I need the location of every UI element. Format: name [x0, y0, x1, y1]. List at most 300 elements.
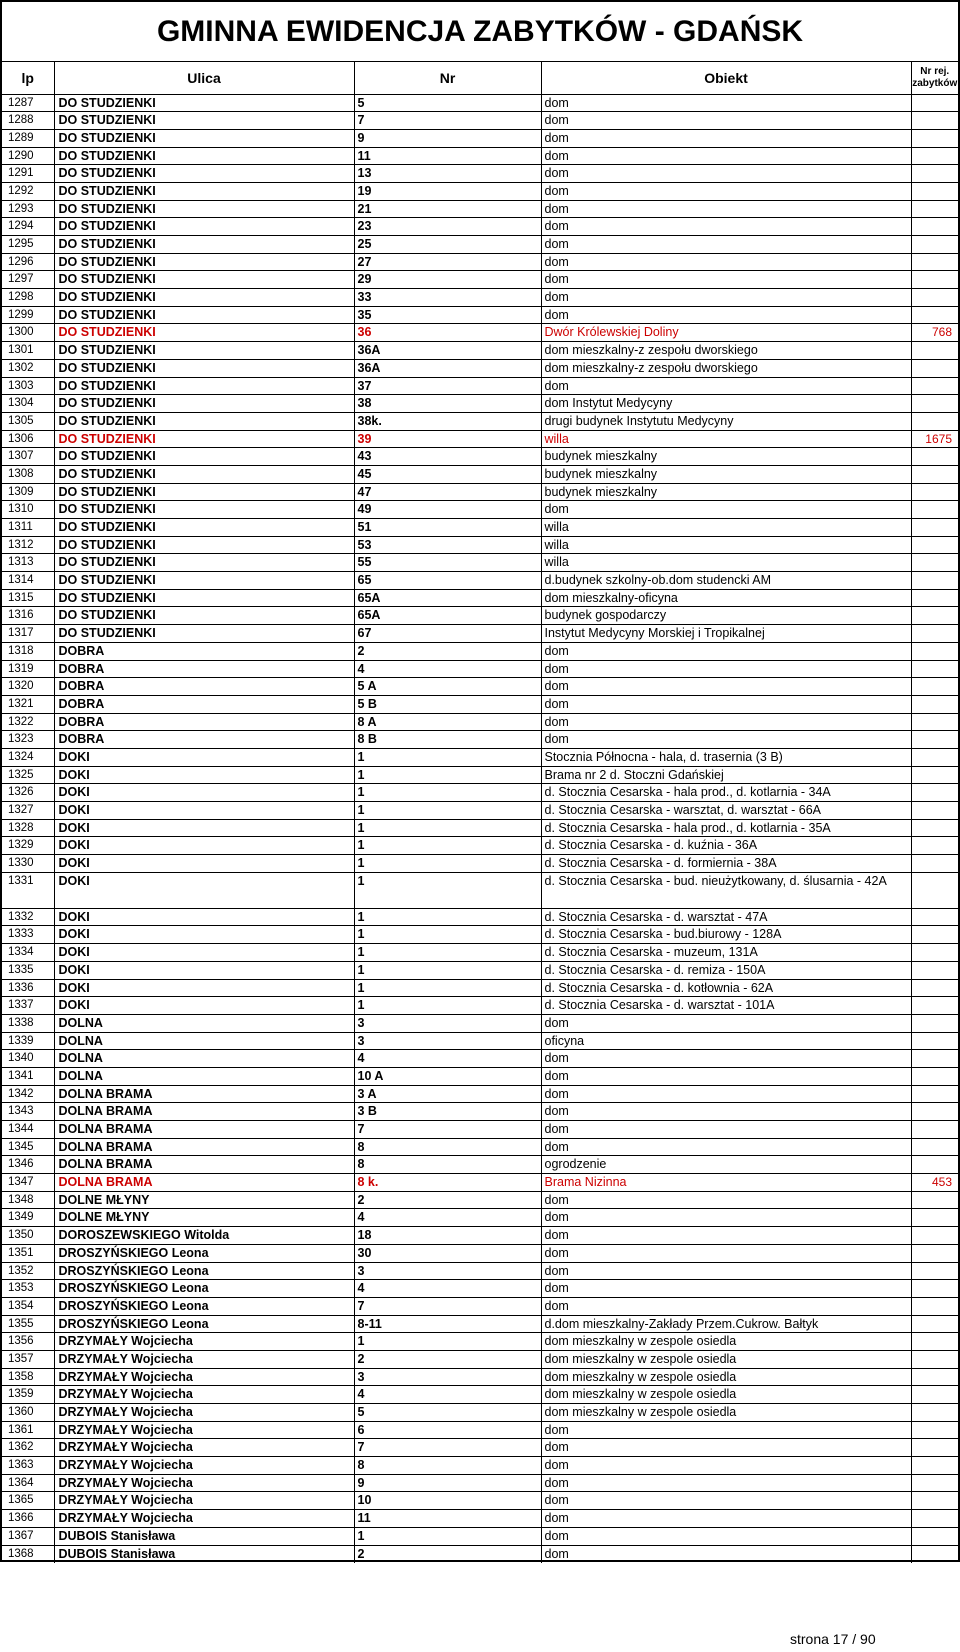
cell-ulica: DRZYMAŁY Wojciecha — [54, 1474, 354, 1492]
cell-ulica: DOLNA BRAMA — [54, 1085, 354, 1103]
cell-lp: 1361 — [2, 1421, 54, 1439]
cell-ulica: DO STUDZIENKI — [54, 236, 354, 254]
cell-nr-rej — [911, 94, 958, 112]
cell-nr-rej — [911, 536, 958, 554]
cell-ulica: DOLNA — [54, 1014, 354, 1032]
table-row — [2, 802, 958, 820]
cell-nr-rej — [911, 713, 958, 731]
cell-obiekt: drugi budynek Instytutu Medycyny — [541, 412, 911, 430]
cell-ulica: DO STUDZIENKI — [54, 589, 354, 607]
cell-ulica: DOKI — [54, 872, 354, 908]
cell-nr: 19 — [354, 182, 541, 200]
cell-nr: 53 — [354, 536, 541, 554]
cell-nr-rej — [911, 979, 958, 997]
cell-obiekt: dom — [541, 1545, 911, 1563]
cell-obiekt: d.budynek szkolny-ob.dom studencki AM — [541, 572, 911, 590]
cell-obiekt: dom — [541, 1457, 911, 1475]
table-row — [2, 200, 958, 218]
cell-lp: 1331 — [2, 872, 54, 908]
cell-nr: 2 — [354, 1350, 541, 1368]
cell-nr: 4 — [354, 660, 541, 678]
cell-nr: 4 — [354, 1209, 541, 1227]
cell-lp: 1288 — [2, 112, 54, 130]
cell-obiekt: dom — [541, 1138, 911, 1156]
cell-nr-rej — [911, 465, 958, 483]
cell-nr: 7 — [354, 1439, 541, 1457]
cell-nr-rej — [911, 660, 958, 678]
cell-lp: 1334 — [2, 944, 54, 962]
cell-nr-rej — [911, 1103, 958, 1121]
cell-nr-rej — [911, 1386, 958, 1404]
cell-nr: 30 — [354, 1244, 541, 1262]
cell-ulica: DO STUDZIENKI — [54, 200, 354, 218]
cell-lp: 1359 — [2, 1386, 54, 1404]
cell-lp: 1305 — [2, 412, 54, 430]
table-row — [2, 1067, 958, 1085]
table-row — [2, 147, 958, 165]
cell-nr-rej — [911, 483, 958, 501]
cell-lp: 1293 — [2, 200, 54, 218]
cell-nr: 55 — [354, 554, 541, 572]
cell-nr-rej: 1675 — [911, 430, 958, 448]
table-row — [2, 1457, 958, 1475]
table-row — [2, 1227, 958, 1245]
table-row — [2, 1174, 958, 1192]
cell-lp: 1355 — [2, 1315, 54, 1333]
cell-obiekt: dom — [541, 94, 911, 112]
cell-obiekt: dom — [541, 1121, 911, 1139]
cell-nr-rej — [911, 1280, 958, 1298]
table-row — [2, 713, 958, 731]
cell-ulica: DOLNA BRAMA — [54, 1103, 354, 1121]
cell-nr: 7 — [354, 112, 541, 130]
cell-ulica: DOKI — [54, 908, 354, 926]
cell-lp: 1309 — [2, 483, 54, 501]
cell-nr-rej — [911, 377, 958, 395]
cell-obiekt: d. Stocznia Cesarska - d. kotłownia - 62A — [541, 979, 911, 997]
cell-nr-rej — [911, 1121, 958, 1139]
table-row — [2, 979, 958, 997]
cell-obiekt: dom — [541, 289, 911, 307]
cell-nr: 9 — [354, 129, 541, 147]
cell-nr-rej — [911, 412, 958, 430]
cell-lp: 1294 — [2, 218, 54, 236]
cell-ulica: DOROSZEWSKIEGO Witolda — [54, 1227, 354, 1245]
cell-ulica: DRZYMAŁY Wojciecha — [54, 1457, 354, 1475]
cell-obiekt: d. Stocznia Cesarska - d. warsztat - 47A — [541, 908, 911, 926]
cell-lp: 1297 — [2, 271, 54, 289]
cell-lp: 1350 — [2, 1227, 54, 1245]
cell-obiekt: dom — [541, 1014, 911, 1032]
table-row — [2, 1085, 958, 1103]
cell-nr-rej — [911, 1421, 958, 1439]
cell-obiekt: dom mieszkalny w zespole osiedla — [541, 1386, 911, 1404]
cell-nr-rej — [911, 306, 958, 324]
cell-nr-rej — [911, 289, 958, 307]
table-row — [2, 1386, 958, 1404]
cell-nr: 65 — [354, 572, 541, 590]
table-row — [2, 1350, 958, 1368]
cell-nr: 3 B — [354, 1103, 541, 1121]
cell-nr: 3 — [354, 1262, 541, 1280]
cell-lp: 1365 — [2, 1492, 54, 1510]
cell-obiekt: dom — [541, 501, 911, 519]
cell-ulica: DO STUDZIENKI — [54, 465, 354, 483]
cell-ulica: DOKI — [54, 855, 354, 873]
cell-nr-rej — [911, 961, 958, 979]
table-row — [2, 784, 958, 802]
cell-nr-rej — [911, 1191, 958, 1209]
table-row — [2, 642, 958, 660]
cell-nr-rej — [911, 236, 958, 254]
cell-nr-rej — [911, 342, 958, 360]
cell-obiekt: dom — [541, 129, 911, 147]
cell-obiekt: dom — [541, 218, 911, 236]
cell-nr: 23 — [354, 218, 541, 236]
cell-nr: 3 — [354, 1032, 541, 1050]
cell-nr-rej — [911, 501, 958, 519]
cell-nr: 4 — [354, 1280, 541, 1298]
cell-obiekt: dom mieszkalny w zespole osiedla — [541, 1404, 911, 1422]
cell-obiekt: Brama Nizinna — [541, 1174, 911, 1192]
cell-lp: 1332 — [2, 908, 54, 926]
cell-nr: 51 — [354, 519, 541, 537]
cell-ulica: DUBOIS Stanisława — [54, 1527, 354, 1545]
cell-obiekt: dom — [541, 1527, 911, 1545]
table-row — [2, 1050, 958, 1068]
cell-obiekt: dom — [541, 642, 911, 660]
cell-ulica: DRZYMAŁY Wojciecha — [54, 1510, 354, 1528]
table-row — [2, 1368, 958, 1386]
column-header-nr: Nr — [354, 62, 541, 94]
cell-nr-rej — [911, 271, 958, 289]
table-row — [2, 377, 958, 395]
column-header-lp: lp — [2, 62, 54, 94]
cell-ulica: DO STUDZIENKI — [54, 271, 354, 289]
column-header-obiekt: Obiekt — [541, 62, 911, 94]
cell-ulica: DOBRA — [54, 660, 354, 678]
cell-nr: 8-11 — [354, 1315, 541, 1333]
cell-nr: 49 — [354, 501, 541, 519]
cell-nr-rej — [911, 519, 958, 537]
table-row — [2, 660, 958, 678]
cell-nr: 37 — [354, 377, 541, 395]
cell-nr-rej — [911, 1209, 958, 1227]
cell-lp: 1348 — [2, 1191, 54, 1209]
cell-nr: 8 k. — [354, 1174, 541, 1192]
cell-nr: 45 — [354, 465, 541, 483]
cell-lp: 1338 — [2, 1014, 54, 1032]
cell-lp: 1320 — [2, 678, 54, 696]
cell-ulica: DO STUDZIENKI — [54, 289, 354, 307]
cell-lp: 1363 — [2, 1457, 54, 1475]
cell-nr: 36A — [354, 342, 541, 360]
cell-ulica: DOKI — [54, 784, 354, 802]
cell-obiekt: d. Stocznia Cesarska - bud. nieużytkowany, d. ślusarnia - 42A — [541, 872, 911, 908]
cell-nr-rej — [911, 253, 958, 271]
cell-obiekt: Dwór Królewskiej Doliny — [541, 324, 911, 342]
cell-ulica: DOKI — [54, 944, 354, 962]
cell-obiekt: dom Instytut Medycyny — [541, 395, 911, 413]
cell-nr-rej: 768 — [911, 324, 958, 342]
cell-nr-rej — [911, 1315, 958, 1333]
cell-nr-rej — [911, 1085, 958, 1103]
cell-lp: 1364 — [2, 1474, 54, 1492]
cell-nr: 43 — [354, 448, 541, 466]
cell-lp: 1330 — [2, 855, 54, 873]
cell-ulica: DO STUDZIENKI — [54, 377, 354, 395]
cell-ulica: DO STUDZIENKI — [54, 501, 354, 519]
cell-ulica: DOLNA BRAMA — [54, 1174, 354, 1192]
cell-nr-rej — [911, 802, 958, 820]
cell-lp: 1329 — [2, 837, 54, 855]
cell-lp: 1317 — [2, 625, 54, 643]
cell-lp: 1308 — [2, 465, 54, 483]
cell-obiekt: d. Stocznia Cesarska - d. kuźnia - 36A — [541, 837, 911, 855]
cell-lp: 1335 — [2, 961, 54, 979]
cell-lp: 1295 — [2, 236, 54, 254]
cell-obiekt: dom mieszkalny-z zespołu dworskiego — [541, 359, 911, 377]
cell-nr: 13 — [354, 165, 541, 183]
cell-nr-rej — [911, 872, 958, 908]
cell-obiekt: willa — [541, 430, 911, 448]
cell-ulica: DO STUDZIENKI — [54, 359, 354, 377]
cell-lp: 1316 — [2, 607, 54, 625]
cell-lp: 1353 — [2, 1280, 54, 1298]
cell-ulica: DROSZYŃSKIEGO Leona — [54, 1297, 354, 1315]
table-row — [2, 465, 958, 483]
table-row — [2, 1527, 958, 1545]
cell-lp: 1327 — [2, 802, 54, 820]
cell-lp: 1324 — [2, 748, 54, 766]
cell-obiekt: dom — [541, 1191, 911, 1209]
cell-obiekt: dom mieszkalny w zespole osiedla — [541, 1333, 911, 1351]
cell-obiekt: willa — [541, 519, 911, 537]
cell-ulica: DOKI — [54, 748, 354, 766]
table-row — [2, 129, 958, 147]
cell-nr-rej — [911, 1050, 958, 1068]
cell-ulica: DOLNE MŁYNY — [54, 1209, 354, 1227]
cell-obiekt: budynek gospodarczy — [541, 607, 911, 625]
cell-lp: 1333 — [2, 926, 54, 944]
cell-obiekt: dom — [541, 660, 911, 678]
cell-ulica: DOBRA — [54, 642, 354, 660]
cell-lp: 1339 — [2, 1032, 54, 1050]
cell-lp: 1287 — [2, 94, 54, 112]
cell-lp: 1299 — [2, 306, 54, 324]
cell-nr: 8 A — [354, 713, 541, 731]
cell-nr-rej — [911, 112, 958, 130]
cell-ulica: DO STUDZIENKI — [54, 218, 354, 236]
cell-lp: 1343 — [2, 1103, 54, 1121]
table-row — [2, 872, 958, 908]
table-row — [2, 837, 958, 855]
cell-lp: 1344 — [2, 1121, 54, 1139]
cell-lp: 1301 — [2, 342, 54, 360]
table-row — [2, 1032, 958, 1050]
cell-nr-rej — [911, 819, 958, 837]
cell-ulica: DOBRA — [54, 695, 354, 713]
cell-lp: 1304 — [2, 395, 54, 413]
cell-nr-rej — [911, 1439, 958, 1457]
cell-nr: 21 — [354, 200, 541, 218]
cell-nr-rej — [911, 855, 958, 873]
cell-nr: 3 — [354, 1014, 541, 1032]
cell-ulica: DO STUDZIENKI — [54, 165, 354, 183]
cell-obiekt: d. Stocznia Cesarska - warsztat, d. warsztat - 66A — [541, 802, 911, 820]
cell-nr-rej: 453 — [911, 1174, 958, 1192]
cell-ulica: DO STUDZIENKI — [54, 536, 354, 554]
cell-obiekt: dom — [541, 1067, 911, 1085]
cell-nr: 2 — [354, 642, 541, 660]
cell-nr-rej — [911, 837, 958, 855]
cell-nr: 1 — [354, 784, 541, 802]
table-row — [2, 536, 958, 554]
cell-ulica: DROSZYŃSKIEGO Leona — [54, 1315, 354, 1333]
cell-nr: 8 B — [354, 731, 541, 749]
cell-obiekt: dom — [541, 1103, 911, 1121]
cell-lp: 1341 — [2, 1067, 54, 1085]
cell-ulica: DO STUDZIENKI — [54, 324, 354, 342]
cell-nr: 11 — [354, 1510, 541, 1528]
cell-obiekt: dom — [541, 253, 911, 271]
cell-obiekt: d. Stocznia Cesarska - hala prod., d. kotlarnia - 34A — [541, 784, 911, 802]
cell-nr-rej — [911, 1032, 958, 1050]
cell-ulica: DOBRA — [54, 713, 354, 731]
cell-ulica: DOLNA — [54, 1067, 354, 1085]
cell-nr: 1 — [354, 908, 541, 926]
cell-nr-rej — [911, 589, 958, 607]
cell-ulica: DOBRA — [54, 731, 354, 749]
cell-lp: 1360 — [2, 1404, 54, 1422]
cell-obiekt: budynek mieszkalny — [541, 465, 911, 483]
cell-nr: 9 — [354, 1474, 541, 1492]
cell-lp: 1311 — [2, 519, 54, 537]
table-row — [2, 412, 958, 430]
table-row — [2, 731, 958, 749]
cell-lp: 1357 — [2, 1350, 54, 1368]
table-row — [2, 1404, 958, 1422]
table-row — [2, 572, 958, 590]
cell-nr: 25 — [354, 236, 541, 254]
table-row — [2, 1545, 958, 1563]
cell-lp: 1362 — [2, 1439, 54, 1457]
cell-nr: 4 — [354, 1386, 541, 1404]
cell-nr-rej — [911, 607, 958, 625]
table-row — [2, 1191, 958, 1209]
cell-obiekt: dom — [541, 731, 911, 749]
cell-nr: 18 — [354, 1227, 541, 1245]
cell-obiekt: dom — [541, 1439, 911, 1457]
cell-lp: 1307 — [2, 448, 54, 466]
table-row — [2, 519, 958, 537]
cell-lp: 1368 — [2, 1545, 54, 1563]
cell-nr: 3 A — [354, 1085, 541, 1103]
cell-lp: 1325 — [2, 766, 54, 784]
cell-obiekt: d. Stocznia Cesarska - d. formiernia - 38A — [541, 855, 911, 873]
cell-nr-rej — [911, 1368, 958, 1386]
cell-nr: 36 — [354, 324, 541, 342]
cell-nr: 1 — [354, 961, 541, 979]
cell-nr: 10 A — [354, 1067, 541, 1085]
cell-obiekt: dom — [541, 1474, 911, 1492]
table-row — [2, 625, 958, 643]
cell-nr-rej — [911, 1404, 958, 1422]
cell-nr: 2 — [354, 1545, 541, 1563]
cell-lp: 1298 — [2, 289, 54, 307]
table-row — [2, 1421, 958, 1439]
cell-nr: 1 — [354, 837, 541, 855]
cell-obiekt: dom — [541, 112, 911, 130]
cell-nr-rej — [911, 1244, 958, 1262]
cell-lp: 1356 — [2, 1333, 54, 1351]
table-row — [2, 1138, 958, 1156]
cell-nr: 1 — [354, 997, 541, 1015]
cell-obiekt: dom — [541, 678, 911, 696]
cell-lp: 1349 — [2, 1209, 54, 1227]
cell-lp: 1291 — [2, 165, 54, 183]
cell-obiekt: dom — [541, 1262, 911, 1280]
cell-ulica: DO STUDZIENKI — [54, 448, 354, 466]
cell-lp: 1303 — [2, 377, 54, 395]
cell-nr-rej — [911, 129, 958, 147]
cell-nr-rej — [911, 1227, 958, 1245]
table-row — [2, 1014, 958, 1032]
cell-ulica: DO STUDZIENKI — [54, 342, 354, 360]
cell-obiekt: dom — [541, 306, 911, 324]
table-row — [2, 554, 958, 572]
cell-nr: 1 — [354, 979, 541, 997]
cell-lp: 1290 — [2, 147, 54, 165]
table-row — [2, 1156, 958, 1174]
cell-nr-rej — [911, 731, 958, 749]
cell-nr-rej — [911, 1545, 958, 1563]
cell-ulica: DO STUDZIENKI — [54, 625, 354, 643]
cell-nr-rej — [911, 695, 958, 713]
table-row — [2, 501, 958, 519]
cell-nr-rej — [911, 1262, 958, 1280]
cell-lp: 1358 — [2, 1368, 54, 1386]
cell-ulica: DO STUDZIENKI — [54, 554, 354, 572]
cell-ulica: DOKI — [54, 766, 354, 784]
cell-obiekt: dom mieszkalny w zespole osiedla — [541, 1368, 911, 1386]
cell-nr: 5 — [354, 1404, 541, 1422]
cell-obiekt: d.dom mieszkalny-Zakłady Przem.Cukrow. Bałtyk — [541, 1315, 911, 1333]
cell-nr: 5 A — [354, 678, 541, 696]
cell-nr-rej — [911, 448, 958, 466]
cell-nr-rej — [911, 395, 958, 413]
cell-obiekt: Stocznia Północna - hala, d. trasernia (3 B) — [541, 748, 911, 766]
cell-nr: 33 — [354, 289, 541, 307]
cell-nr: 38k. — [354, 412, 541, 430]
cell-lp: 1302 — [2, 359, 54, 377]
cell-lp: 1313 — [2, 554, 54, 572]
cell-nr: 5 — [354, 94, 541, 112]
table-row — [2, 112, 958, 130]
cell-nr: 65A — [354, 607, 541, 625]
table-row — [2, 165, 958, 183]
cell-obiekt: d. Stocznia Cesarska - d. remiza - 150A — [541, 961, 911, 979]
table-row — [2, 855, 958, 873]
cell-lp: 1314 — [2, 572, 54, 590]
cell-nr: 11 — [354, 147, 541, 165]
cell-nr: 5 B — [354, 695, 541, 713]
cell-ulica: DROSZYŃSKIEGO Leona — [54, 1280, 354, 1298]
cell-nr-rej — [911, 1138, 958, 1156]
table-row — [2, 1262, 958, 1280]
cell-ulica: DRZYMAŁY Wojciecha — [54, 1386, 354, 1404]
cell-nr: 27 — [354, 253, 541, 271]
